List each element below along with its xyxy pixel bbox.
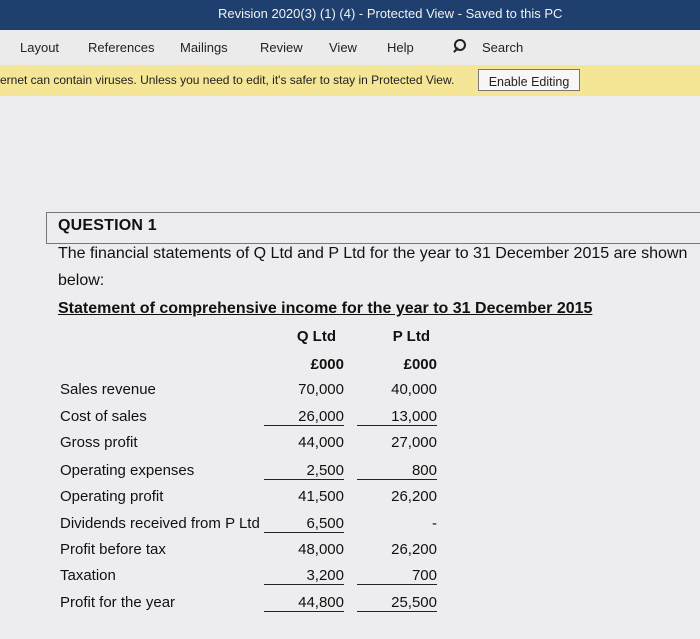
row-label: Taxation [60,567,116,584]
p-value: 27,000 [391,434,437,451]
p-value: 40,000 [391,381,437,398]
intro-line-1: The financial statements of Q Ltd and P Ltd for the year to 31 December 2015 are shown [58,245,688,262]
search-icon[interactable] [454,39,466,51]
column-unit-p-ltd: £000 [403,356,437,373]
statement-title: Statement of comprehensive income for the year to 31 December 2015 [58,300,593,317]
tab-review[interactable]: Review [260,40,303,55]
row-label: Sales revenue [60,381,156,398]
column-unit-q-ltd: £000 [310,356,344,373]
p-value: 26,200 [391,541,437,558]
q-value: 2,500 [264,462,344,480]
p-value: 800 [357,462,437,480]
p-value: - [432,515,437,532]
ribbon-tabs [0,30,700,66]
column-header-q-ltd: Q Ltd [296,328,336,345]
q-value: 44,000 [298,434,344,451]
protected-view-bar [0,65,700,97]
q-value: 3,200 [264,567,344,585]
row-label: Gross profit [60,434,138,451]
document-area [0,96,700,639]
row-label: Profit before tax [60,541,166,558]
question-title: QUESTION 1 [58,217,157,234]
row-label: Cost of sales [60,408,147,425]
column-header-p-ltd: P Ltd [392,328,430,345]
p-value: 13,000 [357,408,437,426]
intro-line-2: below: [58,272,105,289]
window-title: Revision 2020(3) (1) (4) - Protected View - Saved to this PC [218,6,563,21]
protected-view-message: ernet can contain viruses. Unless you need to edit, it's safer to stay in Protected View. [0,73,455,87]
tab-view[interactable]: View [329,40,357,55]
q-value: 70,000 [298,381,344,398]
q-value: 26,000 [264,408,344,426]
enable-editing-button[interactable]: Enable Editing [478,69,580,91]
q-value: 48,000 [298,541,344,558]
tab-layout[interactable]: Layout [20,40,60,55]
tab-mailings[interactable]: Mailings [180,40,228,55]
p-value: 700 [357,567,437,585]
title-bar [0,0,700,30]
row-label: Dividends received from P Ltd [60,515,260,532]
tab-references[interactable]: References [88,40,155,55]
search-label[interactable]: Search [482,40,524,55]
row-label: Operating profit [60,488,164,505]
row-label: Profit for the year [60,594,176,611]
q-value: 6,500 [264,515,344,533]
p-value: 26,200 [391,488,437,505]
tab-help[interactable]: Help [387,40,414,55]
p-value: 25,500 [357,594,437,612]
q-value: 44,800 [264,594,344,612]
row-label: Operating expenses [60,462,195,479]
q-value: 41,500 [298,488,344,505]
